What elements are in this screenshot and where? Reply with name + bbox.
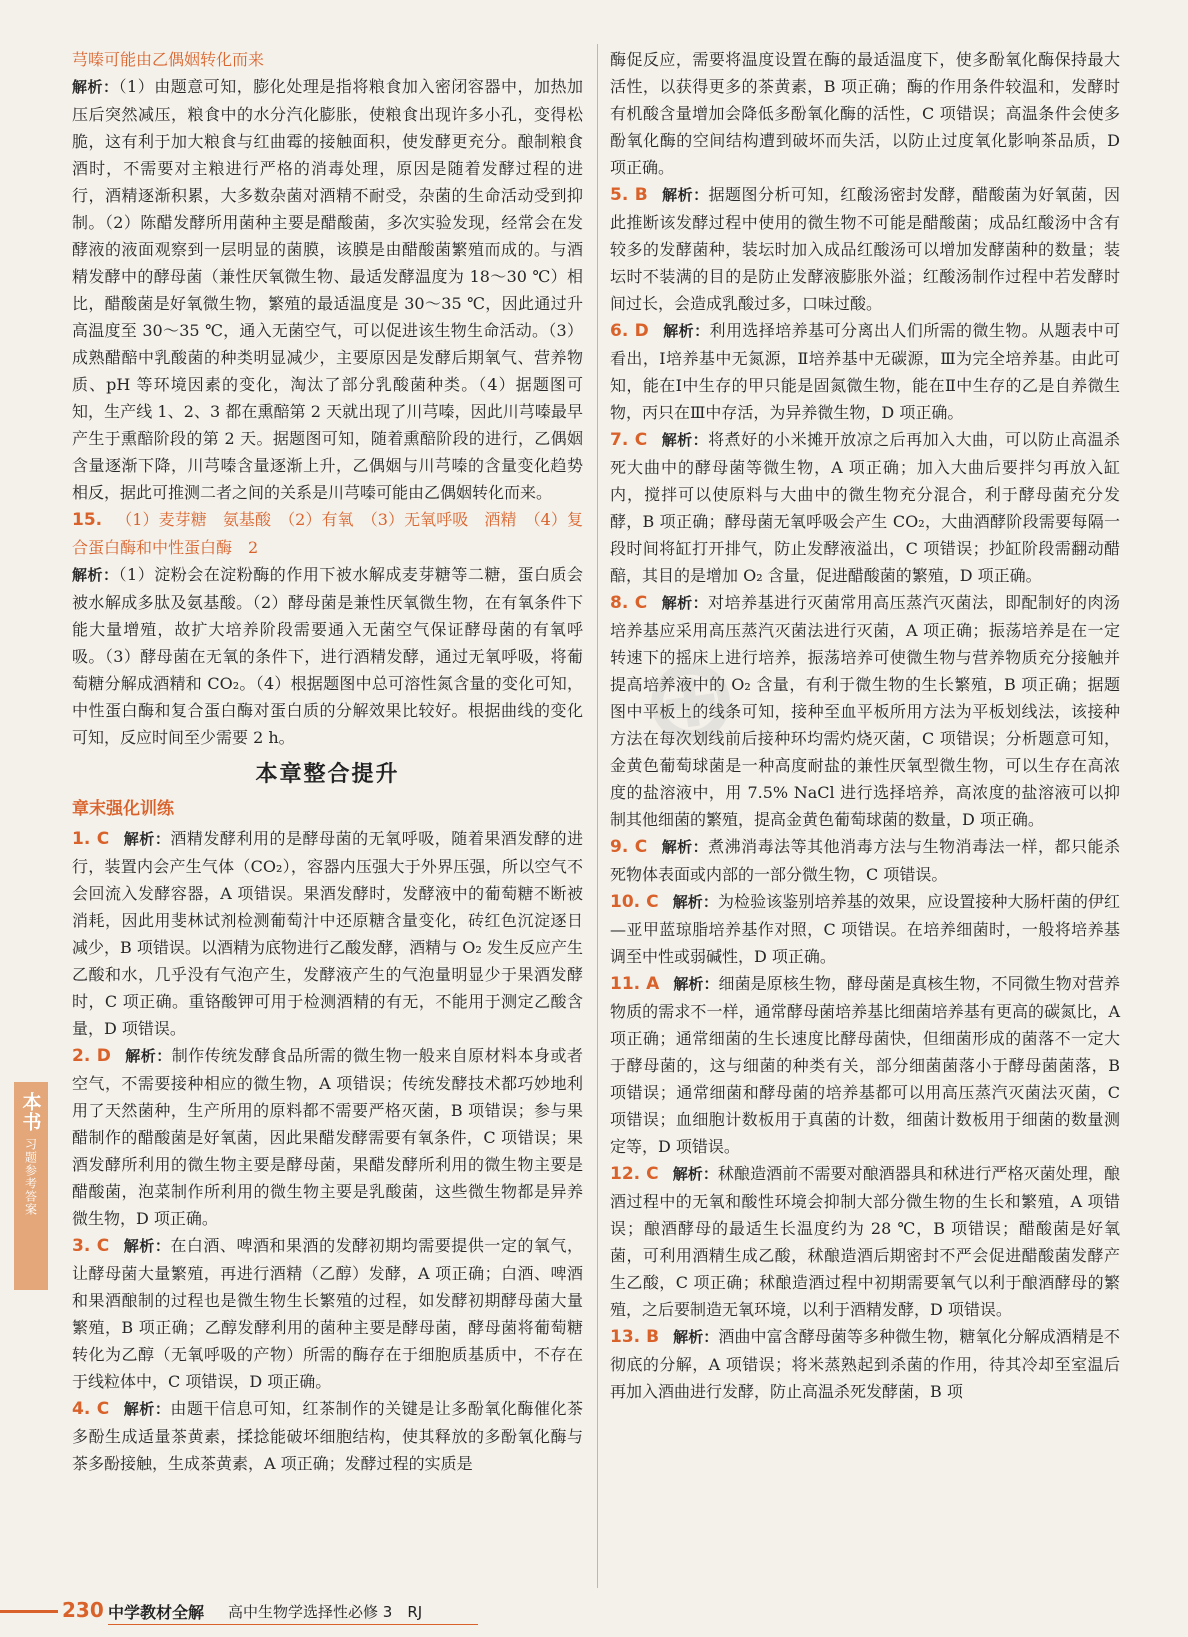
analysis-text: （1）淀粉会在淀粉酶的作用下被水解成麦芽糖等二糖，蛋白质会被水解成多肽及氨基酸。（2）酵母菌是兼性厌氧微生物，在有氧条件下能大量增殖，故扩大培养阶段需要通入无菌空气保证酵母菌的有氧呼吸。（3）酵母菌在无氧的条件下，进行酒精发酵，通过无氧呼吸，将葡萄糖分解成酒精和 CO₂。（4）根据题图中总可溶性氮含量的变化可知，中性蛋白酶和复合蛋白酶对蛋白质的分解效果比较好。根据曲线的变化可知，反应时间至少需要 2 h。 — [72, 565, 583, 747]
side-tab — [14, 1082, 48, 1290]
analysis-text: 将煮好的小米摊开放凉之后再加入大曲，可以防止高温杀死大曲中的酵母菌等微生物，A 项正确；加入大曲后要拌匀再放入缸内，搅拌可以使原料与大曲中的微生物充分混合，利于酵母菌充分发酵，B 项正确；酵母菌无氧呼吸会产生 CO₂，大曲酒酵阶段需要每隔一段时间将缸打开排气，防止发酵液溢出，C 项错误；抄缸阶段需翻动醋醅，其目的是增加 O₂ 含量，促进醋酸菌的繁殖，D 项正确。 — [610, 430, 1120, 585]
footer-book-title: 高中生物学选择性必修 3 RJ — [228, 1603, 423, 1621]
footer-brand: 中学教材全解 — [108, 1603, 205, 1622]
analysis-label: 解析： — [661, 431, 709, 449]
answer-letter: C — [96, 1399, 110, 1419]
analysis-label: 解析： — [661, 594, 709, 612]
right-column — [610, 46, 1120, 1405]
answer-letter: C — [634, 593, 648, 613]
footer-underline — [108, 1624, 478, 1625]
analysis-label: 解析： — [673, 1328, 719, 1346]
analysis-text: 由题干信息可知，红茶制作的关键是让多酚氧化酶催化茶多酚生成适量茶黄素，揉捻能破坏细胞结构，使其释放的多酚氧化酶与茶多酚接触，生成茶黄素，A 项正确；发酵过程的实质是 — [72, 1399, 583, 1473]
question-number: 10. — [610, 892, 641, 912]
answer-letter: C — [646, 1164, 659, 1184]
left-column — [72, 46, 583, 1477]
question-number: 13. — [610, 1327, 641, 1347]
question-number: 2. — [72, 1046, 91, 1066]
analysis-text: 利用选择培养基可分离出人们所需的微生物。从题表中可看出，Ⅰ培养基中无氮源，Ⅱ培养基中无碳源，Ⅲ为完全培养基。由此可知，能在Ⅰ中生存的甲只能是固氮微生物，能在Ⅱ中生存的乙是自养微生物，丙只在Ⅲ中存活，为异养微生物，D 项正确。 — [610, 321, 1120, 422]
analysis-text: 酒曲中富含酵母菌等多种微生物，糖氧化分解成酒精是不彻底的分解，A 项错误；将米蒸熟起到杀菌的作用，待其冷却至室温后再加入酒曲进行发酵，防止高温杀死发酵菌，B 项 — [610, 1327, 1120, 1401]
analysis-text: 对培养基进行灭菌常用高压蒸汽灭菌法，即配制好的肉汤培养基应采用高压蒸汽灭菌法进行灭菌，A 项正确；振荡培养是在一定转速下的摇床上进行培养，振荡培养可使微生物与营养物质充分接触并提高培养液中的 O₂ 含量，有利于微生物的生长繁殖，B 项正确；据题图中平板上的线条可知，接种至血平板所用方法为平板划线法，该接种方法在每次划线前后接种环均需灼烧灭菌，C 项错误；分析题意可知，金黄色葡萄球菌是一种高度耐盐的兼性厌氧型微生物，可以生存在高浓度的盐溶液中，用 7.5% NaCl 进行选择培养，高浓度的盐溶液可以抑制其他细菌的繁殖，提高金黄色葡萄球菌的数量，D 项正确。 — [610, 593, 1120, 829]
analysis-text: 细菌是原核生物，酵母菌是真核生物，不同微生物对营养物质的需求不一样，通常酵母菌培养基比细菌培养基有更高的碳氮比，A 项正确；通常细菌的生长速度比酵母菌快，但细菌形成的菌落不一定大于酵母菌的，这与细菌的种类有关，部分细菌菌落小于酵母菌菌落，B 项错误；通常细菌和酵母菌的培养基都可以用高压蒸汽灭菌法灭菌，C 项错误；血细胞计数板用于真菌的计数，细菌计数板用于细菌的数量测定等，D 项错误。 — [610, 974, 1120, 1156]
analysis-4-continued: 酶促反应，需要将温度设置在酶的最适温度下，使多酚氧化酶保持最大活性，以获得更多的茶黄素，B 项正确；酶的作用条件较温和，发酵时有机酸含量增加会降低多酚氧化酶的活性，C 项错误；高温条件会使多酚氧化酶的空间结构遭到破坏而失活，以防止过度氧化影响茶品质，D 项正确。 — [610, 50, 1120, 177]
analysis-label: 解析： — [72, 78, 119, 96]
analysis-label: 解析： — [661, 186, 709, 204]
watermark: ⊕ — [630, 623, 750, 776]
question-number: 12. — [610, 1164, 641, 1184]
question-15-answer — [72, 506, 583, 561]
question-number: 15. — [72, 510, 103, 530]
answer-letter: C — [634, 837, 648, 857]
chapter-title: 本章整合提升 — [255, 762, 400, 787]
answer-letter: C — [96, 1236, 110, 1256]
analysis-14 — [72, 73, 583, 506]
question-number: 8. — [610, 593, 629, 613]
answer-letter: B — [646, 1327, 660, 1347]
section-title: 章末强化训练 — [72, 799, 174, 819]
answer-text: （1）麦芽糖 氨基酸 （2）有氧 （3）无氧呼吸 酒精 （4）复合蛋白酶和中性蛋白酶 2 — [72, 510, 583, 557]
side-tab-subtitle: 习题参考答案 — [23, 1138, 38, 1216]
answer-letter: B — [634, 185, 648, 205]
question-number: 7. — [610, 430, 629, 450]
answer-letter: C — [96, 829, 110, 849]
page-number: 230 — [62, 1598, 104, 1622]
answer-line-14-end: 芎嗪可能由乙偶姻转化而来 — [72, 50, 265, 69]
analysis-label: 解析： — [123, 1237, 171, 1255]
page-footer — [0, 1598, 1188, 1628]
question-item — [610, 833, 1120, 888]
analysis-label: 解析： — [123, 1400, 171, 1418]
question-number: 6. — [610, 321, 629, 341]
question-item — [72, 1395, 583, 1477]
question-number: 9. — [610, 837, 629, 857]
question-number: 5. — [610, 185, 629, 205]
analysis-15 — [72, 561, 583, 751]
analysis-label: 解析： — [124, 1047, 172, 1065]
answer-letter: C — [646, 892, 659, 912]
question-item — [610, 426, 1120, 589]
analysis-text: （1）由题意可知，膨化处理是指将粮食加入密闭容器中，加热加压后突然减压，粮食中的水分汽化膨胀，使粮食出现许多小孔，变得松脆，这有利于加大粮食与红曲霉的接触面积，使发酵更充分。酿制粮食酒时，不需要对主粮进行严格的消毒处理，原因是随着发酵过程的进行，酒精逐渐积累，大多数杂菌对酒精不耐受，杂菌的生命活动受到抑制。（2）陈醋发酵所用菌种主要是醋酸菌，多次实验发现，经常会在发酵液的液面观察到一层明显的菌膜，该膜是由醋酸菌繁殖而成的。与酒精发酵中的酵母菌（兼性厌氧微生物、最适发酵温度为 18～30 ℃）相比，醋酸菌是好氧微生物，繁殖的最适温度是 30～35 ℃，因此通过升高温度至 30～35 ℃，通入无菌空气，可以促进该生物生命活动。（3）成熟醋醅中乳酸菌的种类明显减少，主要原因是发酵后期氧气、营养物质、pH 等环境因素的变化，淘汰了部分乳酸菌种类。（4）据题图可知，生产线 1、2、3 都在熏醅第 2 天就出现了川芎嗪，因此川芎嗪最早产生于熏醅阶段的第 2 天。据题图可知，随着熏醅阶段的进行，乙偶姻含量逐渐下降，川芎嗪含量逐渐上升，乙偶姻与川芎嗪的含量变化趋势相反，据此可推测二者之间的关系是川芎嗪可能由乙偶姻转化而来。 — [72, 77, 583, 502]
analysis-label: 解析： — [673, 975, 719, 993]
answer-letter: D — [634, 321, 649, 341]
question-number: 3. — [72, 1236, 91, 1256]
question-item — [610, 1160, 1120, 1323]
question-item — [610, 317, 1120, 426]
analysis-text: 为检验该鉴别培养基的效果，应设置接种大肠杆菌的伊红—亚甲蓝琼脂培养基作对照，C 项错误。在培养细菌时，一般将培养基调至中性或弱碱性，D 项正确。 — [610, 892, 1120, 966]
analysis-label: 解析： — [672, 893, 718, 911]
question-item — [72, 1042, 583, 1232]
question-number: 1. — [72, 829, 91, 849]
analysis-text: 据题图分析可知，红酸汤密封发酵，醋酸菌为好氧菌，因此推断该发酵过程中使用的微生物不可能是醋酸菌；成品红酸汤中含有较多的发酵菌种，装坛时加入成品红酸汤可以增加发酵菌种的数量；装坛时不装满的目的是防止发酵液膨胀外溢；红酸汤制作过程中若发酵时间过长，会造成乳酸过多，口味过酸。 — [610, 185, 1120, 313]
question-number: 11. — [610, 974, 641, 994]
analysis-label: 解析： — [123, 830, 171, 848]
analysis-text: 制作传统发酵食品所需的微生物一般来自原材料本身或者空气，不需要接种相应的微生物，A 项错误；传统发酵技术都巧妙地利用了天然菌种，生产所用的原料都不需要严格灭菌，B 项错误；参与果醋制作的醋酸菌是好氧菌，因此果醋发酵需要有氧条件，C 项错误；果酒发酵所利用的微生物主要是酵母菌，果醋发酵所利用的微生物主要是醋酸菌，泡菜制作所利用的微生物主要是乳酸菌，这些微生物都是异养微生物，D 项正确。 — [72, 1046, 583, 1228]
analysis-text: 在白酒、啤酒和果酒的发酵初期均需要提供一定的氧气，让酵母菌大量繁殖，再进行酒精（乙醇）发酵，A 项正确；白酒、啤酒和果酒酿制的过程也是微生物生长繁殖的过程，如发酵初期酵母菌大量繁殖，B 项正确；乙醇发酵利用的菌种主要是酵母菌，酵母菌将葡萄糖转化为乙醇（无氧呼吸的产物）所需的酶存在于细胞质基质中，不存在于线粒体中，C 项错误，D 项正确。 — [72, 1236, 583, 1391]
analysis-text: 酒精发酵利用的是酵母菌的无氧呼吸，随着果酒发酵的进行，装置内会产生气体（CO₂），容器内压强大于外界压强，所以空气不会回流入发酵容器，A 项错误。果酒发酵时，发酵液中的葡萄糖不断被消耗，因此用斐林试剂检测葡萄汁中还原糖含量变化，砖红色沉淀逐日减少，B 项错误。以酒精为底物进行乙酸发酵，酒精与 O₂ 发生反应产生乙酸和水，几乎没有气泡产生，发酵液产生的气泡量明显少于果酒发酵时，C 项正确。重铬酸钾可用于检测酒精的有无，不能用于测定乙酸含量，D 项错误。 — [72, 829, 583, 1038]
answer-letter: D — [96, 1046, 111, 1066]
analysis-label: 解析： — [672, 1165, 718, 1183]
question-item — [72, 1232, 583, 1395]
question-item — [610, 1323, 1120, 1405]
question-item — [610, 589, 1120, 833]
question-item — [72, 825, 583, 1042]
analysis-label: 解析： — [72, 566, 119, 584]
footer-accent-bar — [0, 1610, 58, 1613]
question-number: 4. — [72, 1399, 91, 1419]
analysis-label: 解析： — [662, 322, 710, 340]
question-item — [610, 181, 1120, 317]
analysis-text: 煮沸消毒法等其他消毒方法与生物消毒法一样，都只能杀死物体表面或内部的一部分微生物，C 项错误。 — [610, 837, 1120, 884]
answer-letter: A — [646, 974, 660, 994]
question-item — [610, 888, 1120, 970]
column-divider — [597, 44, 598, 1588]
answer-letter: C — [634, 430, 648, 450]
side-tab-title: 本书 — [19, 1092, 42, 1132]
analysis-label: 解析： — [661, 838, 709, 856]
question-item — [610, 970, 1120, 1160]
analysis-text: 秫酿造酒前不需要对酿酒器具和秫进行严格灭菌处理，酿酒过程中的无氧和酸性环境会抑制大部分微生物的生长和繁殖，A 项错误；酿酒酵母的最适生长温度约为 28 ℃，B 项错误；醋酸菌是好氧菌，可利用酒精生成乙酸，秫酿造酒后期密封不严会促进醋酸菌发酵产生乙酸，C 项正确；秫酿造酒过程中初期需要氧气以利于酿酒酵母的繁殖，之后要制造无氧环境，以利于酒精发酵，D 项错误。 — [610, 1164, 1120, 1319]
